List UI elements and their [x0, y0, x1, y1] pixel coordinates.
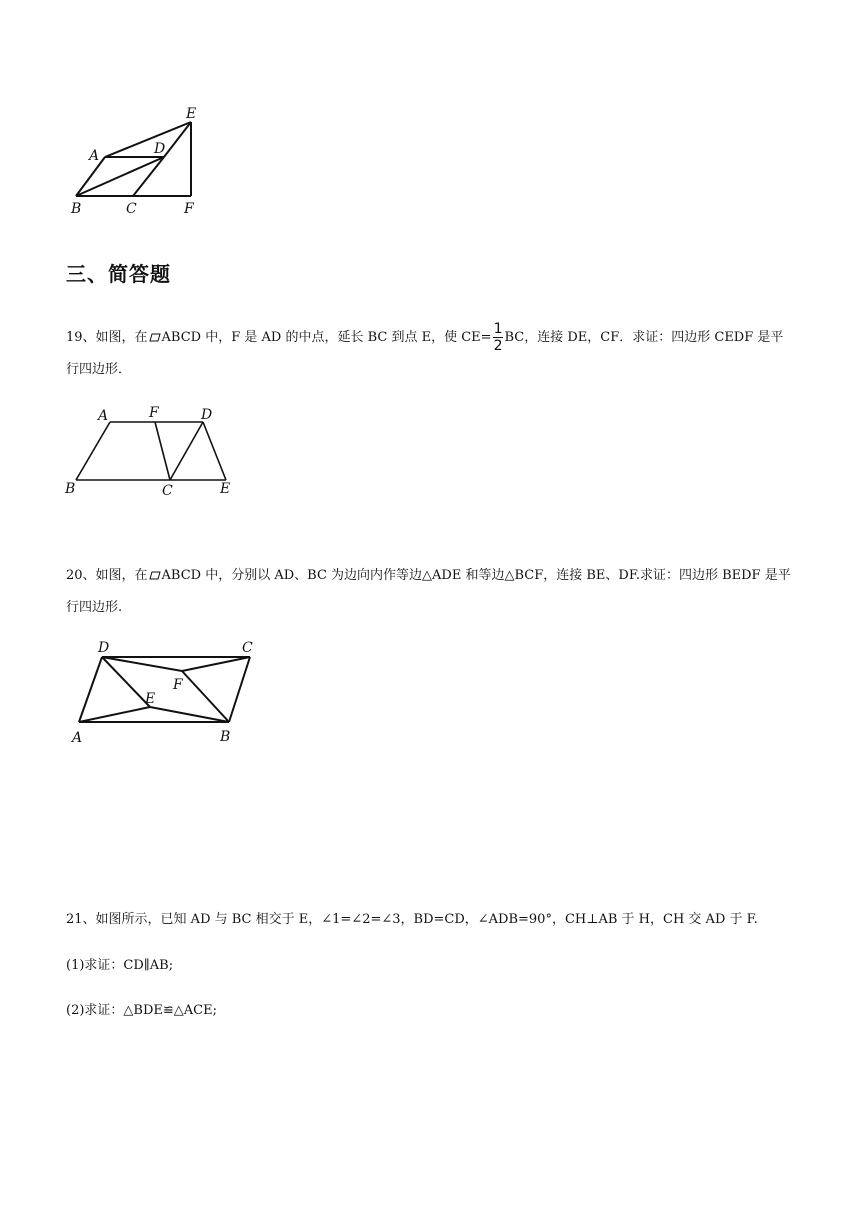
question-21	[66, 904, 796, 936]
label-d: D	[201, 407, 213, 423]
label-d: D	[98, 640, 110, 656]
q19-text-1: 19、如图，在	[66, 330, 148, 345]
label-a: A	[89, 148, 100, 164]
question-21-part-1: (1)求证：CD∥AB;	[66, 958, 174, 973]
label-b: B	[65, 481, 76, 497]
q20-text-1: 20、如图，在	[66, 568, 148, 583]
fraction-denominator: 2	[493, 338, 503, 354]
q19-text-2: ABCD 中，F 是 AD 的中点，延长 BC 到点 E，使 CE=	[161, 330, 492, 345]
label-e: E	[186, 106, 197, 122]
section-title: 三、简答题	[66, 262, 171, 286]
q20-text-2: ABCD 中，分别以 AD、BC 为边向内作等边△ADE 和等边△BCF，连接 BE、DF.求证：四边形 BEDF 是平行四边形.	[66, 568, 791, 615]
q21-text: 21、如图所示，已知 AD 与 BC 相交于 E，∠1=∠2=∠3，BD=CD，∠ADB=90°，CH⊥AB 于 H，CH 交 AD 于 F.	[66, 912, 758, 927]
label-e: E	[145, 691, 156, 707]
question-19	[66, 322, 796, 386]
label-f: F	[173, 677, 183, 693]
label-a: A	[72, 730, 83, 746]
parallelogram-icon	[149, 571, 161, 580]
label-e: E	[220, 481, 231, 497]
label-c: C	[242, 640, 253, 656]
parallelogram-icon	[149, 333, 161, 342]
figure-19	[60, 402, 240, 498]
figure-top	[60, 100, 220, 220]
label-c: C	[126, 201, 137, 217]
fraction-numerator: 1	[493, 321, 503, 337]
figure-20	[60, 635, 270, 750]
label-f: F	[184, 201, 194, 217]
question-21-part-2: (2)求证：△BDE≌△ACE;	[66, 1003, 217, 1018]
label-d: D	[154, 141, 166, 157]
q19-text-3: BC，连接 DE，CF．求证：四边形 CEDF 是平行四边形．	[66, 330, 784, 377]
label-a: A	[98, 408, 109, 424]
label-c: C	[162, 483, 173, 498]
label-f: F	[149, 405, 159, 421]
question-20	[66, 560, 796, 624]
label-b: B	[71, 201, 82, 217]
label-b: B	[220, 729, 231, 745]
fraction-one-half	[493, 322, 504, 353]
